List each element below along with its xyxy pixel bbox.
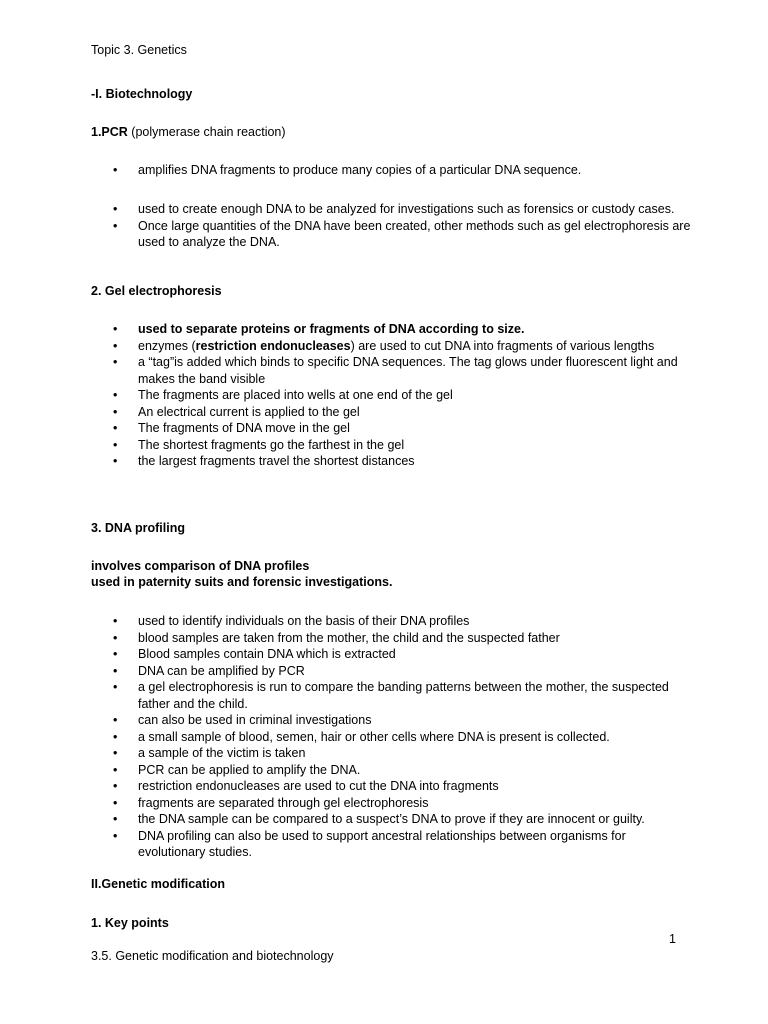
list-item [91, 729, 691, 746]
list-item-text: can also be used in criminal investigations [138, 713, 372, 727]
bullet-icon: • [113, 779, 118, 793]
list-item-text: used to separate proteins or fragments of DNA according to size. [138, 322, 525, 336]
list-item-text: Blood samples contain DNA which is extracted [138, 647, 396, 661]
list-item [91, 613, 691, 630]
bullet-icon: • [113, 680, 118, 694]
pcr-heading [91, 124, 286, 140]
list-item-text: DNA can be amplified by PCR [138, 663, 305, 678]
list-item-text: blood samples are taken from the mother, the child and the suspected father [138, 630, 560, 645]
section-heading-biotechnology: -I. Biotechnology [91, 87, 193, 101]
list-item-text: a sample of the victim is taken [138, 746, 306, 760]
list-item-text: Once large quantities of the DNA have been created, other methods such as gel electrophoresis are used to analyze the DNA. [138, 218, 691, 249]
list-item [91, 162, 691, 179]
list-item-text: An electrical current is applied to the gel [138, 404, 360, 419]
list-item-text: DNA profiling can also be used to support ancestral relationships between organisms for evolutionary studies. [138, 828, 626, 859]
bullet-icon: • [113, 388, 118, 402]
list-item [91, 828, 691, 861]
bullet-icon: • [113, 355, 118, 369]
bullet-icon: • [113, 729, 118, 744]
bullet-icon: • [113, 663, 118, 678]
profiling-intro-line-2: used in paternity suits and forensic investigations. [91, 575, 393, 589]
list-item [91, 437, 691, 454]
bullet-icon: • [113, 437, 118, 452]
pcr-bullet-list-1 [91, 162, 691, 179]
page-number: 1 [669, 932, 676, 946]
list-item [91, 663, 691, 680]
bullet-icon: • [113, 713, 118, 727]
bullet-icon: • [113, 454, 118, 468]
list-item [91, 218, 691, 251]
bullet-icon: • [113, 421, 118, 435]
list-item [91, 404, 691, 421]
list-item [91, 630, 691, 647]
bullet-icon: • [113, 202, 118, 216]
list-item-text: used to identify individuals on the basis of their DNA profiles [138, 614, 470, 628]
list-item-text: a “tag”is added which binds to specific DNA sequences. The tag glows under fluorescent light and makes the band visible [138, 355, 678, 386]
list-item-text-post: ) are used to cut DNA into fragments of various lengths [350, 338, 655, 353]
list-item [91, 679, 691, 712]
list-item-text: The fragments are placed into wells at one end of the gel [138, 388, 453, 402]
list-item-text: PCR can be applied to amplify the DNA. [138, 762, 361, 777]
list-item-text: The shortest fragments go the farthest in the gel [138, 437, 405, 452]
list-item [91, 321, 691, 338]
list-item [91, 201, 691, 218]
list-item [91, 795, 691, 812]
list-item [91, 778, 691, 795]
key-points-heading: 1. Key points [91, 916, 169, 930]
bullet-icon: • [113, 322, 118, 336]
list-item [91, 420, 691, 437]
list-item [91, 762, 691, 779]
list-item [91, 354, 691, 387]
bullet-icon: • [113, 746, 118, 760]
footer-section-line: 3.5. Genetic modification and biotechnology [91, 949, 334, 963]
list-item [91, 453, 691, 470]
list-item [91, 745, 691, 762]
list-item-text: amplifies DNA fragments to produce many copies of a particular DNA sequence. [138, 163, 582, 177]
list-item-text: used to create enough DNA to be analyzed for investigations such as forensics or custody cases. [138, 202, 675, 216]
list-item-text: fragments are separated through gel electrophoresis [138, 795, 429, 810]
bullet-icon: • [113, 647, 118, 661]
bullet-icon: • [113, 404, 118, 419]
gel-heading: 2. Gel electrophoresis [91, 284, 222, 298]
list-item-text: The fragments of DNA move in the gel [138, 421, 350, 435]
bullet-icon: • [113, 614, 118, 628]
pcr-heading-bold: 1.PCR [91, 125, 128, 139]
bullet-icon: • [113, 812, 118, 826]
bullet-icon: • [113, 828, 118, 843]
pcr-heading-rest: (polymerase chain reaction) [127, 125, 286, 139]
list-item [91, 338, 691, 355]
list-item-text-bold: restriction endonucleases [195, 338, 351, 353]
bullet-icon: • [113, 795, 118, 810]
section-heading-genetic-modification: II.Genetic modification [91, 877, 226, 891]
list-item-text-pre: enzymes ( [138, 338, 196, 353]
bullet-icon: • [113, 630, 118, 645]
list-item-text: the largest fragments travel the shortest distances [138, 454, 415, 468]
list-item-text: a small sample of blood, semen, hair or other cells where DNA is present is collected. [138, 729, 610, 744]
pcr-bullet-list-2 [91, 201, 691, 251]
profiling-bullet-list [91, 613, 691, 861]
list-item [91, 712, 691, 729]
list-item-text: restriction endonucleases are used to cut the DNA into fragments [138, 779, 499, 793]
profiling-heading: 3. DNA profiling [91, 521, 185, 535]
bullet-icon: • [113, 163, 118, 177]
topic-title: Topic 3. Genetics [91, 43, 187, 57]
list-item [91, 646, 691, 663]
gel-bullet-list [91, 321, 691, 470]
bullet-icon: • [113, 338, 118, 353]
profiling-intro-line-1: involves comparison of DNA profiles [91, 559, 310, 573]
bullet-icon: • [113, 218, 118, 233]
list-item-text: a gel electrophoresis is run to compare the banding patterns between the mother, the suspected father and the child. [138, 680, 669, 711]
bullet-icon: • [113, 762, 118, 777]
list-item [91, 811, 691, 828]
list-item [91, 387, 691, 404]
list-item-text: the DNA sample can be compared to a suspect’s DNA to prove if they are innocent or guilty. [138, 812, 645, 826]
